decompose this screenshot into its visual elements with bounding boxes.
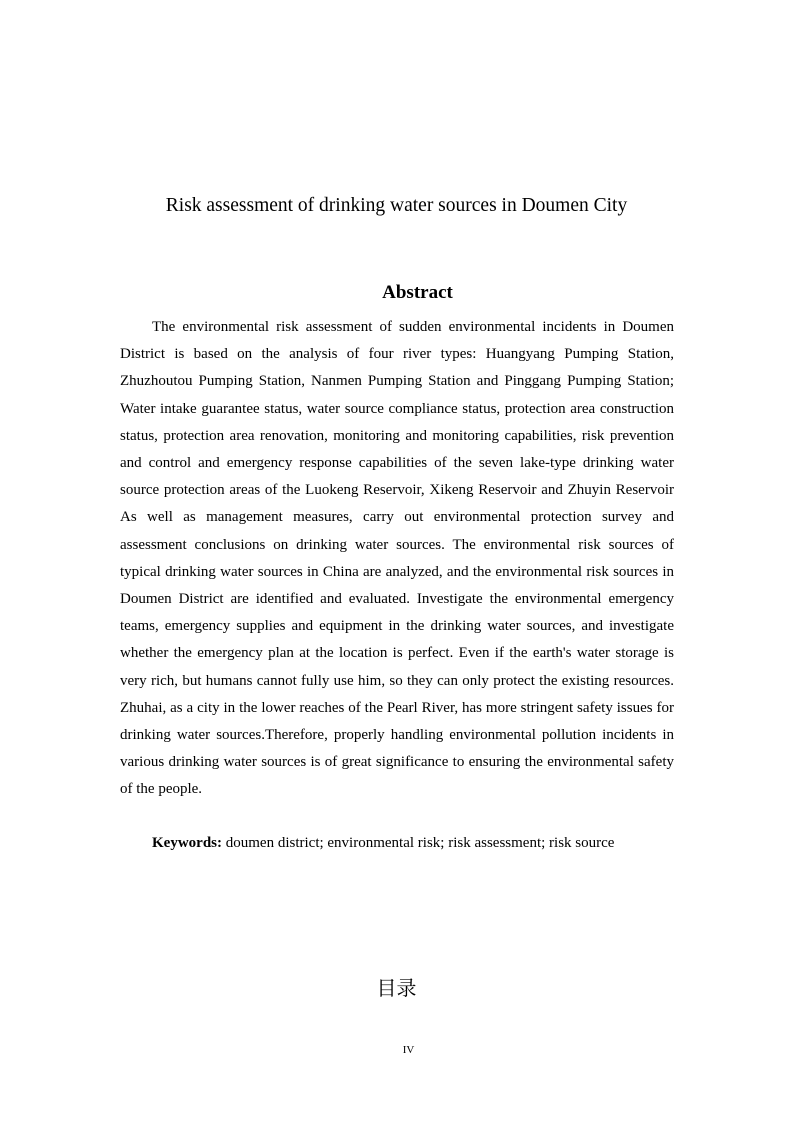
abstract-body: The environmental risk assessment of sudden environmental incidents in Doumen District is based on the analysis of four river types: Huangyang Pumping Station, Zhuzhoutou Pumping Station, Nanmen Pumping Station and Pinggang Pumping Station; Water intake guarantee status, water source compliance status, protection area construction status, protection area renovation, monitoring and monitoring capabilities, risk prevention and control and emergency response capabilities of the seven lake-type drinking water source protection areas of the Luokeng Reservoir, Xikeng Reservoir and Zhuyin Reservoir As well as management measures, carry out environmental protection survey and assessment conclusions on drinking water sources. The environmental risk sources of typical drinking water sources in China are analyzed, and the environmental risk sources in Doumen District are identified and evaluated. Investigate the environmental emergency teams, emergency supplies and equipment in the drinking water sources, and investigate whether the emergency plan at the location is perfect. Even if the earth's water storage is very rich, but humans cannot fully use him, so they can only protect the existing resources. Zhuhai, as a city in the lower reaches of the Pearl River, has more stringent safety issues for drinking water sources.Therefore, properly handling environmental pollution incidents in various drinking water sources is of great significance to ensuring the environmental safety of the people. xyxy=(120,319,674,798)
page-number: IV xyxy=(402,1044,415,1056)
keywords-line xyxy=(120,830,674,857)
keywords-label: Keywords: xyxy=(152,835,222,851)
abstract-heading: Abstract xyxy=(382,282,453,303)
toc-heading: 目录 xyxy=(376,976,417,1000)
keywords-text: doumen district; environmental risk; risk assessment; risk source xyxy=(222,835,615,851)
document-title: Risk assessment of drinking water sources in Doumen City xyxy=(165,195,628,216)
